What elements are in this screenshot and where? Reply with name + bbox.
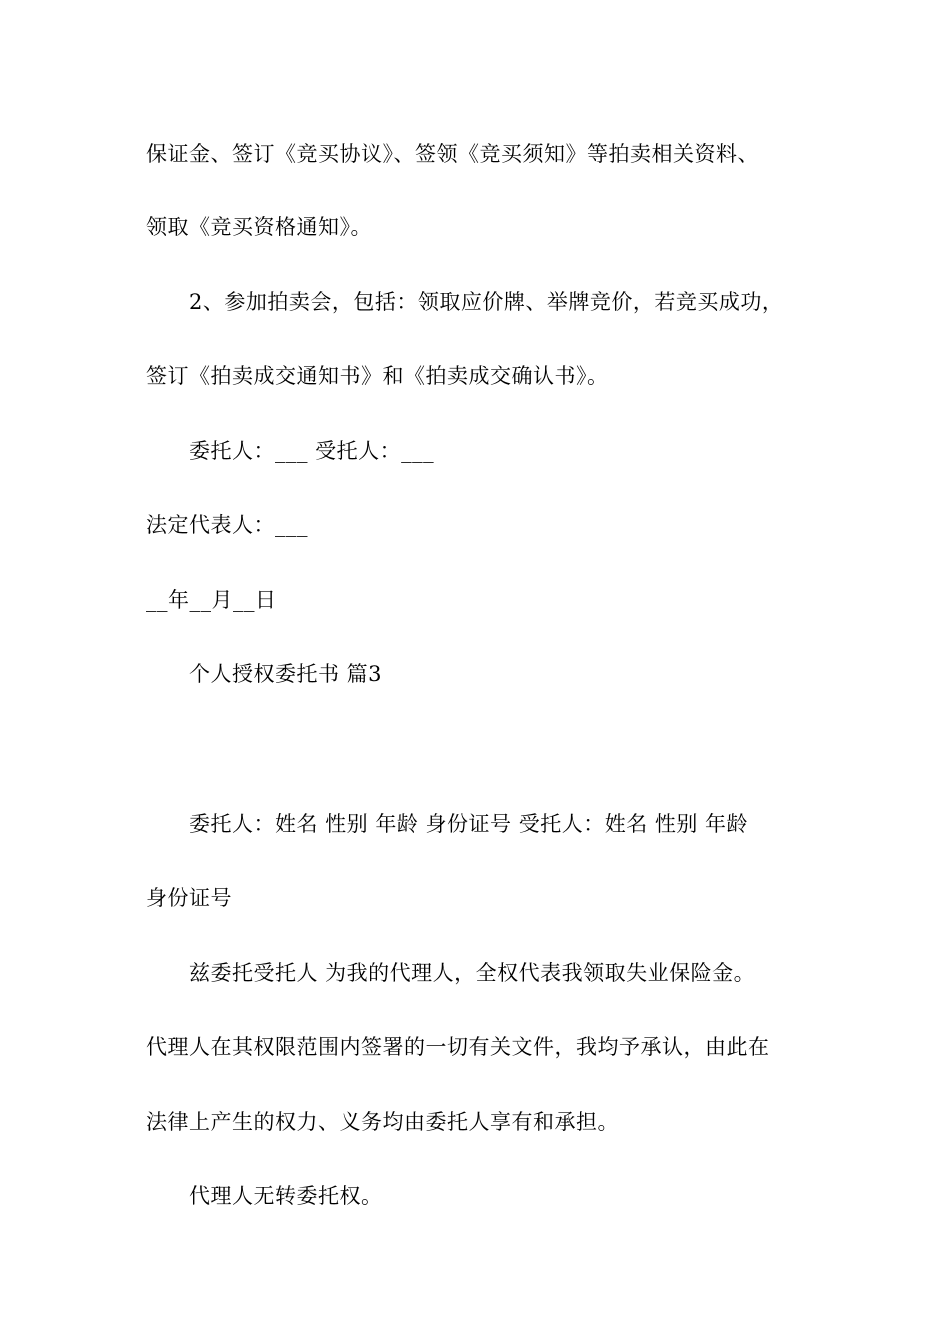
paragraph-line: 保证金、签订《竞买协议》、签领《竞买须知》等拍卖相关资料、 bbox=[146, 142, 759, 166]
paragraph-line: 身份证号 bbox=[146, 886, 232, 910]
paragraph-line: 法律上产生的权力、义务均由委托人享有和承担。 bbox=[146, 1110, 619, 1134]
paragraph-line: 领取《竞买资格通知》。 bbox=[146, 215, 372, 239]
paragraph-line: 签订《拍卖成交通知书》和《拍卖成交确认书》。 bbox=[146, 364, 609, 388]
section-heading: 个人授权委托书 篇3 bbox=[189, 662, 383, 686]
paragraph-line: 代理人在其权限范围内签署的一切有关文件，我均予承认，由此在 bbox=[146, 1035, 770, 1059]
legal-representative-line: 法定代表人：___ bbox=[146, 513, 308, 537]
paragraph-line: 代理人无转委托权。 bbox=[189, 1184, 383, 1208]
paragraph-line: 委托人：姓名 性别 年龄 身份证号 受托人：姓名 性别 年龄 bbox=[189, 812, 749, 836]
signature-line: 委托人：___ 受托人：___ bbox=[189, 439, 435, 463]
paragraph-line: 2、参加拍卖会，包括：领取应价牌、举牌竞价，若竞买成功， bbox=[189, 290, 784, 314]
paragraph-line: 兹委托受托人 为我的代理人，全权代表我领取失业保险金。 bbox=[189, 961, 756, 985]
date-line: __年__月__日 bbox=[146, 588, 277, 612]
